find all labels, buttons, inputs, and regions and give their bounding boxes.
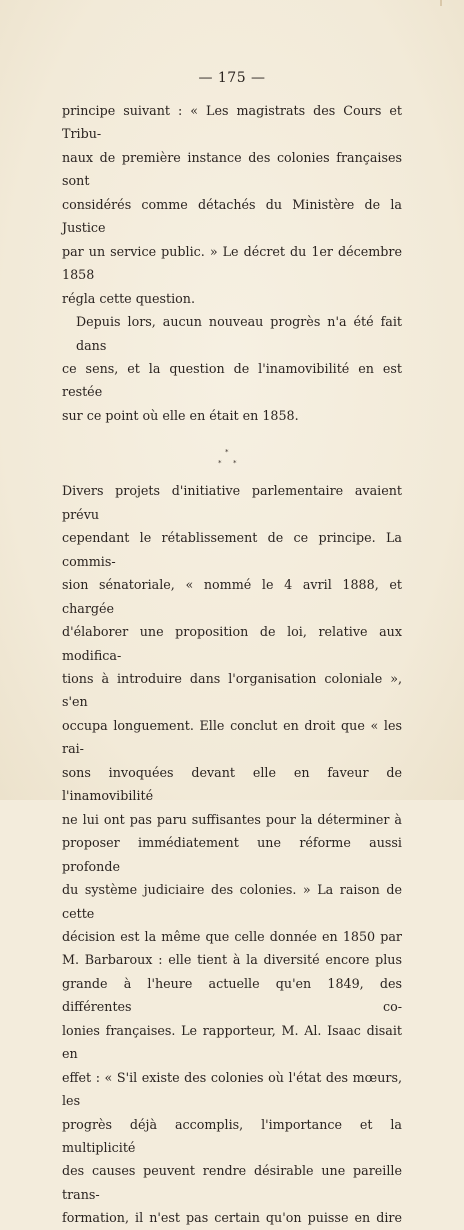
text-line: considérés comme détachés du Ministère de la Justice — [62, 196, 402, 236]
text-line: cependant le rétablissement de ce principe. La commis- — [62, 530, 402, 569]
text-line: proposer immédiatement une réforme aussi profonde — [62, 835, 402, 874]
text-line: tions à introduire dans l'organisation coloniale », s'en — [62, 670, 402, 710]
text-line: lonies françaises. Le rapporteur, M. Al. Isaac disait en — [62, 1022, 402, 1062]
asterisk-ornament: * — [218, 459, 222, 468]
text-line: sons invoquées devant elle en faveur de l'inamovibilité — [62, 764, 402, 804]
text-line: d'élaborer une proposition de loi, relative aux modifica- — [62, 624, 402, 663]
text-line: naux de première instance des colonies françaises sont — [62, 149, 402, 189]
text-line: Depuis lors, aucun nouveau progrès n'a été fait dans — [76, 314, 402, 353]
text-line: sur ce point où elle en était en 1858. — [62, 407, 299, 423]
page-number: — 175 — — [198, 70, 266, 86]
text-line: régla cette question. — [62, 290, 196, 306]
text-line: formation, il n'est pas certain qu'on puisse en dire — [62, 1210, 402, 1226]
text-line: occupa longuement. Elle conclut en droit que « les rai- — [62, 717, 402, 757]
text-line: principe suivant : « Les magistrats des Cours et Tribu- — [62, 103, 402, 142]
text-line: du système judiciaire des colonies. » La raison de cette — [62, 882, 402, 921]
text-line: ce sens, et la question de l'inamovibilité en est restée — [62, 360, 402, 400]
text-line: grande à l'heure actuelle qu'en 1849, des différentes co- — [62, 975, 402, 1015]
page-body — [62, 99, 402, 1230]
text-line: M. Barbaroux : elle tient à la diversité encore plus — [62, 952, 402, 968]
text-line: par un service public. » Le décret du 1er décembre 1858 — [62, 243, 402, 283]
paper-edge-mark — [440, 0, 442, 6]
asterisk-ornament: * — [233, 459, 237, 468]
text-line: Divers projets d'initiative parlementaire avaient prévu — [62, 483, 402, 522]
text-line: progrès déjà accomplis, l'importance et la multiplicité — [62, 1116, 402, 1156]
text-line: ne lui ont pas paru suffisantes pour la déterminer à — [62, 811, 402, 827]
paragraph-1 — [62, 99, 402, 310]
paragraph-2 — [62, 310, 402, 427]
text-line: des causes peuvent rendre désirable une pareille trans- — [62, 1163, 402, 1202]
paragraph-3 — [62, 479, 402, 1230]
text-line: effet : « S'il existe des colonies où l'état des mœurs, les — [62, 1069, 402, 1109]
text-line: décision est la même que celle donnée en 1850 par — [62, 928, 402, 944]
asterisk-ornament: * — [225, 448, 229, 457]
section-separator — [62, 427, 402, 479]
text-line: sion sénatoriale, « nommé le 4 avril 1888, et chargée — [62, 577, 402, 616]
